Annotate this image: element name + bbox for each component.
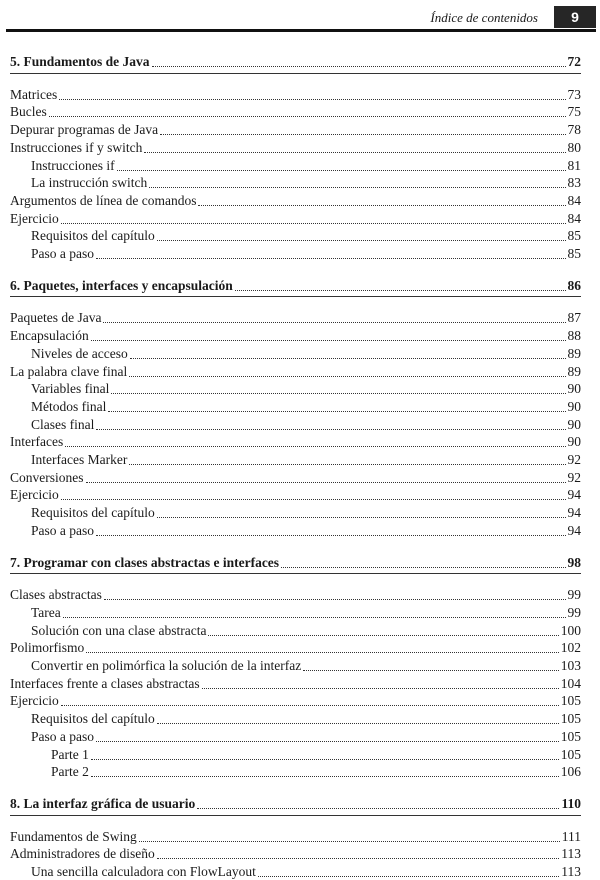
toc-entry-title: Conversiones: [10, 469, 84, 485]
toc-entry-title: Ejercicio: [10, 487, 59, 503]
dot-leader: [49, 115, 566, 117]
dot-leader: [96, 257, 566, 259]
dot-leader: [202, 687, 559, 689]
dot-leader: [157, 722, 559, 724]
toc-entry: [10, 103, 581, 120]
toc-entry-page: 113: [561, 846, 581, 862]
toc-entry-page: 94: [567, 487, 581, 503]
toc-entry-page: 94: [567, 522, 581, 538]
toc-entry-page: 105: [560, 746, 581, 762]
toc-entry: [31, 522, 581, 539]
toc-entry-title: Convertir en polimórfica la solución de la interfaz: [31, 658, 302, 673]
toc-entry-page: 110: [561, 795, 581, 811]
toc-entry-title: Paso a paso: [31, 728, 94, 744]
dot-leader: [208, 634, 558, 636]
toc-entry: [31, 863, 581, 880]
toc-entry-page: 75: [567, 104, 581, 120]
toc-entry-page: 104: [560, 675, 581, 691]
dot-leader: [117, 169, 566, 171]
toc-entry-page: 90: [567, 416, 581, 432]
toc-entry-title: 8. La interfaz gráfica de usuario: [10, 795, 196, 811]
toc-entry: [51, 763, 581, 780]
toc-entry: [31, 245, 581, 262]
toc-entry-title: Instrucciones if: [31, 157, 115, 173]
toc-entry-page: 72: [567, 54, 581, 69]
dot-leader: [258, 875, 559, 877]
toc-entry: [10, 121, 581, 138]
dot-leader: [129, 375, 565, 377]
toc-entry-title: Parte 1: [51, 746, 89, 762]
toc-entry: [10, 469, 581, 486]
toc-entry-page: 86: [567, 277, 581, 293]
chapter-rule: [10, 573, 581, 574]
toc-entry-page: 87: [567, 310, 581, 326]
dot-leader: [63, 616, 566, 618]
toc-entry-title: Paquetes de Java: [10, 310, 102, 326]
dot-leader: [86, 481, 566, 483]
dot-leader: [96, 534, 566, 536]
toc-entry: [31, 728, 581, 745]
toc-chapter-entry: [10, 277, 581, 294]
chapter-rule: [10, 73, 581, 74]
toc-entry-page: 105: [560, 711, 581, 727]
toc-entry-title: Requisitos del capítulo: [31, 505, 155, 521]
toc-entry: [31, 710, 581, 727]
dot-leader: [61, 222, 566, 224]
toc-entry: [10, 309, 581, 326]
toc-entry-title: Paso a paso: [31, 246, 94, 261]
toc-entry-title: 7. Programar con clases abstractas e interfaces: [10, 554, 280, 570]
toc-entry: [31, 345, 581, 362]
toc-entry: [10, 692, 581, 709]
toc-entry-page: 85: [567, 246, 581, 261]
dot-leader: [59, 98, 565, 100]
toc-entry-page: 106: [560, 764, 581, 780]
toc-entry-title: Una sencilla calculadora con FlowLayout: [31, 864, 256, 879]
toc-entry-page: 89: [567, 345, 581, 361]
toc-entry-title: Clases final: [31, 416, 95, 432]
toc-entry-title: Depurar programas de Java: [10, 122, 159, 138]
toc-entry-title: Niveles de acceso: [31, 345, 128, 361]
toc-entry: [31, 157, 581, 174]
toc-entry: [10, 210, 581, 227]
toc-entry-title: Interfaces Marker: [31, 452, 128, 467]
toc-entry-page: 92: [567, 469, 581, 485]
dot-leader: [157, 857, 560, 859]
dot-leader: [86, 651, 558, 653]
toc-entry-title: Argumentos de línea de comandos: [10, 192, 197, 208]
toc-entry-page: 111: [561, 828, 581, 844]
toc-entry-page: 94: [567, 505, 581, 521]
dot-leader: [198, 204, 565, 206]
toc-entry: [10, 433, 581, 450]
toc-entry-page: 105: [560, 693, 581, 709]
toc-entry: [10, 86, 581, 103]
dot-leader: [96, 740, 559, 742]
toc-entry-page: 90: [567, 398, 581, 414]
chapter-rule: [10, 296, 581, 297]
toc-chapter-entry: [10, 554, 581, 571]
dot-leader: [130, 357, 566, 359]
toc-entry-page: 81: [567, 157, 581, 173]
toc-entry-title: Fundamentos de Swing: [10, 828, 137, 844]
toc-entry-page: 80: [567, 139, 581, 155]
toc-entry-title: Solución con una clase abstracta: [31, 622, 207, 638]
toc-entry-page: 113: [561, 864, 581, 879]
toc-entry-title: Ejercicio: [10, 210, 59, 226]
dot-leader: [91, 339, 566, 341]
chapter-rule: [10, 815, 581, 816]
toc-entry: [51, 746, 581, 763]
toc-entry-page: 100: [560, 622, 581, 638]
toc-entry: [31, 416, 581, 433]
dot-leader: [160, 133, 565, 135]
toc-entry-page: 98: [567, 554, 581, 570]
toc-entry: [31, 657, 581, 674]
toc-entry-title: Requisitos del capítulo: [31, 228, 155, 244]
toc-entry-title: Paso a paso: [31, 522, 94, 538]
toc-entry: [10, 192, 581, 209]
toc-entry-page: 99: [567, 604, 581, 620]
toc-entry-page: 90: [567, 434, 581, 450]
dot-leader: [197, 807, 559, 809]
toc-entry-title: La instrucción switch: [31, 175, 148, 191]
toc-entry-title: 6. Paquetes, interfaces y encapsulación: [10, 277, 233, 293]
toc-entry-page: 73: [567, 86, 581, 102]
toc-entry: [31, 227, 581, 244]
toc-entry-title: Ejercicio: [10, 693, 59, 709]
toc-entry-title: Polimorfismo: [10, 640, 85, 656]
dot-leader: [139, 840, 560, 842]
toc-chapter-entry: [10, 53, 581, 70]
dot-leader: [91, 758, 559, 760]
toc-entry-page: 88: [567, 328, 581, 344]
toc-entry-title: Clases abstractas: [10, 587, 102, 603]
toc-entry: [10, 828, 581, 845]
toc-entry-title: Interfaces frente a clases abstractas: [10, 675, 200, 691]
dot-leader: [303, 669, 558, 671]
dot-leader: [91, 775, 559, 777]
dot-leader: [104, 598, 566, 600]
dot-leader: [129, 463, 565, 465]
toc-entry-page: 78: [567, 122, 581, 138]
dot-leader: [144, 151, 565, 153]
toc-chapter-entry: [10, 795, 581, 812]
toc-entry-page: 84: [567, 192, 581, 208]
dot-leader: [152, 65, 566, 67]
page-number: 9: [554, 6, 596, 28]
toc-entry: [10, 845, 581, 862]
toc-entry-title: Tarea: [31, 604, 61, 620]
dot-leader: [157, 516, 566, 518]
toc-entry: [31, 622, 581, 639]
toc-entry-page: 84: [567, 210, 581, 226]
toc-entry-title: Instrucciones if y switch: [10, 139, 143, 155]
dot-leader: [157, 239, 566, 241]
page-header: [6, 6, 596, 28]
toc-entry-page: 85: [567, 228, 581, 244]
toc-entry-title: Matrices: [10, 86, 58, 102]
toc-entry-title: Requisitos del capítulo: [31, 711, 155, 727]
toc-entry: [10, 139, 581, 156]
toc-entry: [10, 486, 581, 503]
toc-entry-title: Parte 2: [51, 764, 89, 780]
running-title: Índice de contenidos: [430, 10, 538, 25]
toc-entry: [10, 363, 581, 380]
toc-entry-page: 89: [567, 363, 581, 379]
toc-entry-page: 92: [567, 452, 581, 467]
dot-leader: [111, 392, 565, 394]
toc-entry-title: Bucles: [10, 104, 47, 120]
toc-entry-page: 83: [567, 175, 581, 191]
toc-entry-title: Administradores de diseño: [10, 846, 155, 862]
dot-leader: [103, 321, 565, 323]
toc-entry: [31, 604, 581, 621]
toc-entry-title: La palabra clave final: [10, 363, 128, 379]
toc-entry-page: 90: [567, 381, 581, 397]
toc-entry-title: Encapsulación: [10, 328, 89, 344]
toc-entry: [10, 639, 581, 656]
toc-entry: [31, 504, 581, 521]
toc-entry: [31, 380, 581, 397]
dot-leader: [96, 428, 565, 430]
dot-leader: [65, 445, 565, 447]
toc-entry: [31, 398, 581, 415]
dot-leader: [108, 410, 565, 412]
toc-entry-title: Métodos final: [31, 398, 107, 414]
toc-entry-page: 105: [560, 728, 581, 744]
toc-entry-title: 5. Fundamentos de Java: [10, 54, 150, 69]
toc-entry: [31, 451, 581, 468]
toc-entry: [10, 327, 581, 344]
toc-entry: [10, 586, 581, 603]
dot-leader: [61, 704, 559, 706]
toc-entry-page: 103: [560, 658, 581, 673]
toc-entry-page: 99: [567, 587, 581, 603]
toc-entry-page: 102: [560, 640, 581, 656]
dot-leader: [281, 566, 565, 568]
toc-entry-title: Interfaces: [10, 434, 64, 450]
toc-entry: [10, 675, 581, 692]
toc-entry-title: Variables final: [31, 381, 110, 397]
dot-leader: [235, 289, 566, 291]
dot-leader: [61, 498, 566, 500]
dot-leader: [149, 186, 565, 188]
header-rule: [6, 29, 596, 32]
toc-entry: [31, 174, 581, 191]
